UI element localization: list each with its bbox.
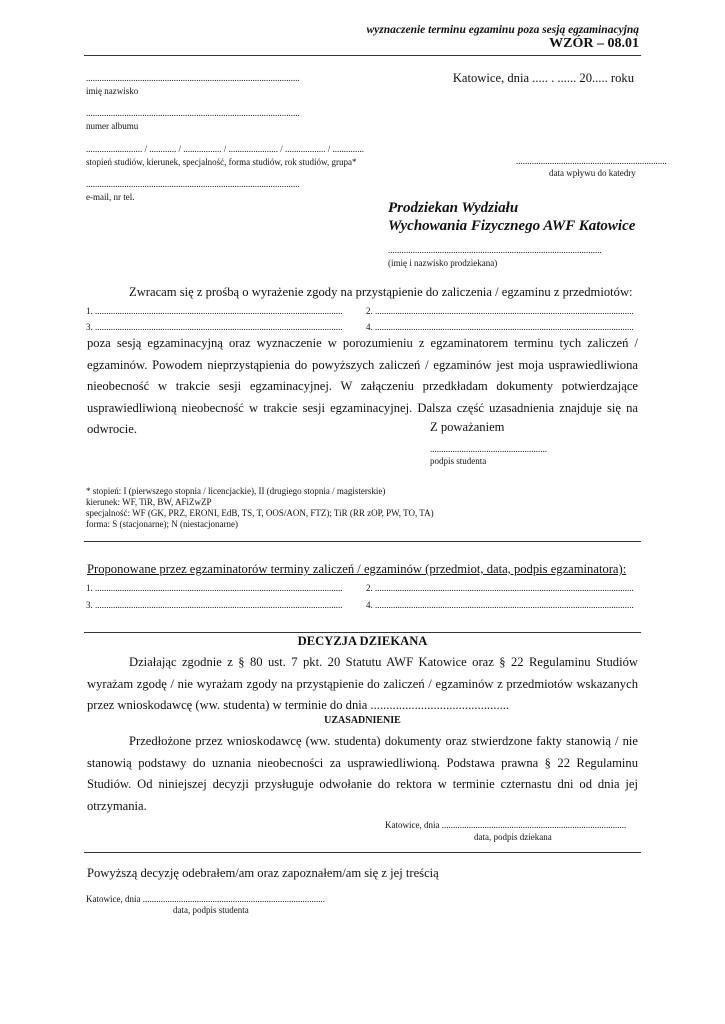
receipt-label: data wpływu do katedry <box>549 168 636 178</box>
justification-title: UZASADNIENIE <box>324 715 401 726</box>
decision-divider <box>84 852 641 853</box>
email-field[interactable]: ............................................................................................... <box>86 179 300 189</box>
vice-dean-label: (imię i nazwisko prodziekana) <box>388 258 498 268</box>
proposal-title: Proponowane przez egzaminatorów terminy zaliczeń / egzaminów (przedmiot, data, podpis egzaminatora): <box>87 562 627 576</box>
proposal-divider <box>84 632 641 633</box>
request-item-3[interactable]: 3. .............................................................................................................. <box>86 322 343 332</box>
addressee-line2: Wychowania Fizycznego AWF Katowice <box>388 218 636 234</box>
footnote-line-2: kierunek: WF, TiR, BW, AFiZwZP <box>86 497 212 507</box>
footnote-line-3: specjalność: WF (GK, PRZ, ERONI, EdB, TS, T, OOS/AON, FTZ); TiR (RR zOP, PW, TO, TA) <box>86 508 434 518</box>
album-field[interactable]: ............................................................................................... <box>86 108 300 118</box>
ack-date-field[interactable]: Katowice, dnia ................................................................................. <box>86 894 325 904</box>
request-item-4[interactable]: 4. ................................................................................................................... <box>366 322 634 332</box>
footnote-line-1: * stopień: I (pierwszego stopnia / licencjackie), II (drugiego stopnia / magisterskie) <box>86 486 386 496</box>
request-item-1[interactable]: 1. .............................................................................................................. <box>86 306 343 316</box>
place-date-field[interactable]: Katowice, dnia ..... . ...... 20..... roku <box>452 71 634 85</box>
dean-date-field[interactable]: Katowice, dnia .................................................................................. <box>385 820 627 830</box>
receipt-date-field[interactable]: ................................................................... <box>516 156 667 166</box>
proposal-item-3[interactable]: 3. .............................................................................................................. <box>86 600 343 610</box>
proposal-item-2[interactable]: 2. ................................................................................................................... <box>366 583 634 593</box>
form-subtitle: wyznaczenie terminu egzaminu poza sesją egzaminacyjną <box>366 24 639 36</box>
request-item-2[interactable]: 2. ................................................................................................................... <box>366 306 634 316</box>
footnote-divider <box>84 541 641 542</box>
proposal-item-1[interactable]: 1. .............................................................................................................. <box>86 583 343 593</box>
email-label: e-mail, nr tel. <box>86 192 135 202</box>
justification-body: Przedłożone przez wnioskodawcę (ww. studenta) dokumenty oraz stwierdzone fakty stanowią / nie stanowią podstawy do uznania nieobecności za usprawiedliwioną. Podstawa prawna § 22 Regulaminu Studiów. Od niniejszej decyzji przysługuje odwołanie do rektora w terminie czternastu dni od dnia jej otrzymania. <box>87 734 638 813</box>
student-signature-label: podpis studenta <box>430 456 487 466</box>
name-label: imię nazwisko <box>86 86 139 96</box>
header-divider <box>84 55 641 56</box>
study-field[interactable]: ......................... / ............ / ................. / ...................... / .................. / .............. <box>86 144 365 154</box>
decision-body: Działając zgodnie z § 80 ust. 7 pkt. 20 Statutu AWF Katowice oraz § 22 Regulaminu Studiów wyrażam zgodę / nie wyrażam zgody na przystąpienie do zaliczeń / egzaminów z przedmiotów wskazanych przez wnioskodawcę (ww. studenta) w terminie do dnia ............................................ <box>87 655 638 712</box>
addressee-line1: Prodziekan Wydziału <box>388 200 519 216</box>
closing: Z poważaniem <box>430 420 505 434</box>
request-body: poza sesją egzaminacyjną oraz wyznaczenie w porozumieniu z egzaminatorem terminu tych zaliczeń / egzaminów. Powodem nieprzystąpienia do powyższych zaliczeń / egzaminów jest moja usprawiedliwiona nieobecność w trakcie sesji egzaminacyjnej. W załączeniu przedkładam dokumenty potwierdzające usprawiedliwioną nieobecność w trakcie sesji egzaminacyjnej. Dalsza część uzasadnienia znajduje się na odwrocie. <box>87 336 638 436</box>
footnote-line-4: forma: S (stacjonarne); N (niestacjonarne) <box>86 519 238 529</box>
proposal-item-4[interactable]: 4. ................................................................................................................... <box>366 600 634 610</box>
vice-dean-name-field[interactable]: ............................................................................................... <box>388 245 602 255</box>
album-label: numer albumu <box>86 121 139 131</box>
dean-signature-label: data, podpis dziekana <box>474 832 552 842</box>
decision-title: DECYZJA DZIEKANA <box>297 634 428 648</box>
study-label: stopień studiów, kierunek, specjalność, forma studiów, rok studiów, grupa* <box>86 157 357 167</box>
acknowledgement-text: Powyższą decyzję odebrałem/am oraz zapoznałem/am się z jej treścią <box>87 866 439 880</box>
student-signature-field[interactable]: .................................................... <box>430 444 547 454</box>
form-code: WZÓR – 08.01 <box>549 36 639 51</box>
ack-signature-label: data, podpis studenta <box>173 905 249 915</box>
name-field[interactable]: ............................................................................................... <box>86 73 300 83</box>
request-intro: Zwracam się z prośbą o wyrażenie zgody na przystąpienie do zaliczenia / egzaminu z przedmiotów: <box>129 285 633 299</box>
